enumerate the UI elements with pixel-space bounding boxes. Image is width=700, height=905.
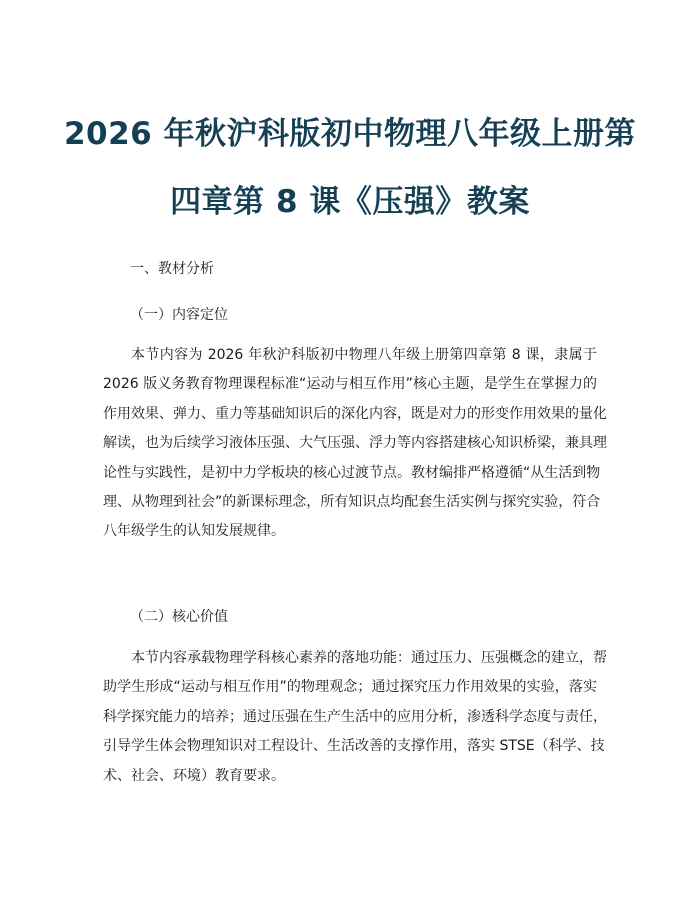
subsection-heading-content-positioning: （一）内容定位 xyxy=(130,307,228,323)
document-title-line-2: 四章第 8 课《压强》教案 xyxy=(170,184,530,220)
paragraph-line: 作用效果、弹力、重力等基础知识后的深化内容，既是对力的形变作用效果的量化 xyxy=(103,405,607,422)
paragraph-line: 本节内容承载物理学科核心素养的落地功能：通过压力、压强概念的建立，帮 xyxy=(131,650,607,666)
paragraph-content-positioning xyxy=(103,341,607,547)
paragraph-line: 2026 版义务教育物理课程标准“运动与相互作用”核心主题，是学生在掌握力的 xyxy=(103,376,597,393)
subsection-heading-core-value: （二）核心价值 xyxy=(130,609,228,625)
section-heading-textbook-analysis: 一、教材分析 xyxy=(130,261,214,277)
paragraph-line: 本节内容为 2026 年秋沪科版初中物理八年级上册第四章第 8 课，隶属于 xyxy=(131,347,597,363)
paragraph-line: 八年级学生的认知发展规律。 xyxy=(103,523,285,540)
paragraph-line: 术、社会、环境）教育要求。 xyxy=(103,767,285,784)
paragraph-core-value xyxy=(103,644,607,791)
paragraph-line: 解读，也为后续学习液体压强、大气压强、浮力等内容搭建核心知识桥梁，兼具理 xyxy=(103,435,607,452)
document-title-line-1: 2026 年秋沪科版初中物理八年级上册第 xyxy=(63,116,637,152)
paragraph-line: 引导学生体会物理知识对工程设计、生活改善的支撑作用，落实 STSE（科学、技 xyxy=(103,738,605,755)
paragraph-line: 论性与实践性，是初中力学板块的核心过渡节点。教材编排严格遵循“从生活到物 xyxy=(103,464,601,481)
paragraph-line: 助学生形成“运动与相互作用”的物理观念；通过探究压力作用效果的实验，落实 xyxy=(103,679,597,696)
paragraph-line: 科学探究能力的培养；通过压强在生产生活中的应用分析，渗透科学态度与责任， xyxy=(103,708,607,725)
paragraph-line: 理、从物理到社会”的新课标理念，所有知识点均配套生活实例与探究实验，符合 xyxy=(103,494,601,511)
